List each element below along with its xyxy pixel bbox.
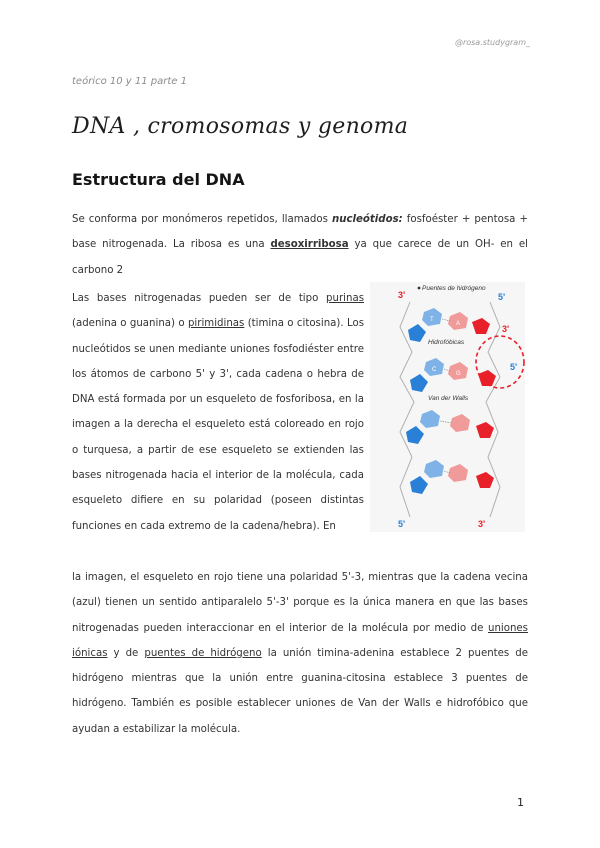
base-g-label: G xyxy=(456,371,461,377)
pentagon-red xyxy=(476,472,494,488)
paragraph-intro xyxy=(72,207,528,283)
label-5prime-bottom: 5' xyxy=(398,519,406,529)
page-number: 1 xyxy=(517,796,524,809)
pentagon-blue xyxy=(410,374,428,392)
text-run: fosfoéster + pentosa + base nitrogenada. La ribosa es una xyxy=(72,214,528,251)
label-5prime-mid: 5' xyxy=(510,362,518,372)
section-heading: Estructura del DNA xyxy=(72,170,245,189)
page-title: DNA , cromosomas y genoma xyxy=(72,114,409,139)
pentagon-blue xyxy=(408,324,426,342)
term-pirimidinas: pirimidinas xyxy=(187,318,245,330)
label-5prime-top: 5' xyxy=(498,292,506,302)
base-c-label: C xyxy=(432,367,437,373)
term-puentes-hidrogeno: puentes de hidrógeno xyxy=(144,647,262,659)
label-van-der-walls: Van der Walls xyxy=(428,395,469,402)
text-run: (adenina o guanina) o xyxy=(72,318,188,330)
term-purinas: purinas xyxy=(326,293,364,304)
paragraph-bases xyxy=(72,286,364,539)
paragraph-polarity xyxy=(72,565,528,742)
base-ring xyxy=(424,460,444,478)
label-3prime-top: 3' xyxy=(398,290,406,300)
subtitle: teórico 10 y 11 parte 1 xyxy=(72,76,187,87)
hbond-line xyxy=(442,319,450,321)
bullet-dot xyxy=(418,287,421,290)
label-hydrogen-bonds: Puentes de hidrógeno xyxy=(422,285,486,292)
label-3prime-mid: 3' xyxy=(502,324,510,334)
pentagon-blue xyxy=(406,426,424,444)
base-ring xyxy=(420,410,440,428)
dna-svg xyxy=(370,282,525,532)
label-3prime-bottom: 3' xyxy=(478,519,486,529)
pentagon-red xyxy=(476,422,494,438)
pentagon-red xyxy=(472,318,490,334)
base-ring xyxy=(450,414,470,432)
base-a-label: A xyxy=(456,321,461,327)
term-nucleotidos: nucleótidos: xyxy=(331,214,403,225)
term-uniones-ionicas: uniones iónicas xyxy=(72,622,528,659)
watermark: @rosa.studygram_ xyxy=(454,38,530,47)
term-desoxirribosa: desoxirribosa xyxy=(270,239,349,251)
label-hydrophobic: Hidrofóbicas xyxy=(428,339,465,346)
base-ring xyxy=(448,464,468,482)
hbond-line xyxy=(440,421,452,423)
text-run: (timina o citosina). Los nucleótidos se unen mediante uniones fosfodiéster entre los átomos de carbono 5' y 3', cada cadena o hebra de DNA está formada por un esqueleto de fosforibosa, en la imagen a la derecha el esqueleto está coloreado en rojo o turquesa, a partir de ese esqueleto se extienden las bases nitrogenada hacia el interior de la molécula, cada esqueleto difiere en su polaridad (poseen distintas funciones en cada extremo de la cadena/hebra). En xyxy=(72,318,364,532)
dna-diagram xyxy=(370,282,525,532)
text-run: Las bases nitrogenadas pueden ser de tipo xyxy=(72,293,327,304)
text-run: la unión timina-adenina establece 2 puentes de hidrógeno mientras que la unión entre guanina-citosina establece 3 puentes de hidrógeno. También es posible establecer uniones de Van der Walls e hidrofóbico que ayudan a estabilizar la molécula. xyxy=(72,647,528,735)
text-run: ya que carece de un OH- en el carbono 2 xyxy=(72,239,529,276)
pentagon-blue xyxy=(410,476,428,494)
text-run: Se conforma por monómeros repetidos, llamados xyxy=(72,214,332,225)
text-run: y de xyxy=(107,647,145,659)
base-t-label: T xyxy=(430,317,434,323)
pentagon-red xyxy=(478,370,496,386)
text-run: la imagen, el esqueleto en rojo tiene una polaridad 5'-3, mientras que la cadena vecina (azul) tienen un sentido antiparalelo 5'-3' porque es la única manera en que las bases nitrogenadas pueden interaccionar en el interior de la molécula por medio de xyxy=(72,572,528,634)
